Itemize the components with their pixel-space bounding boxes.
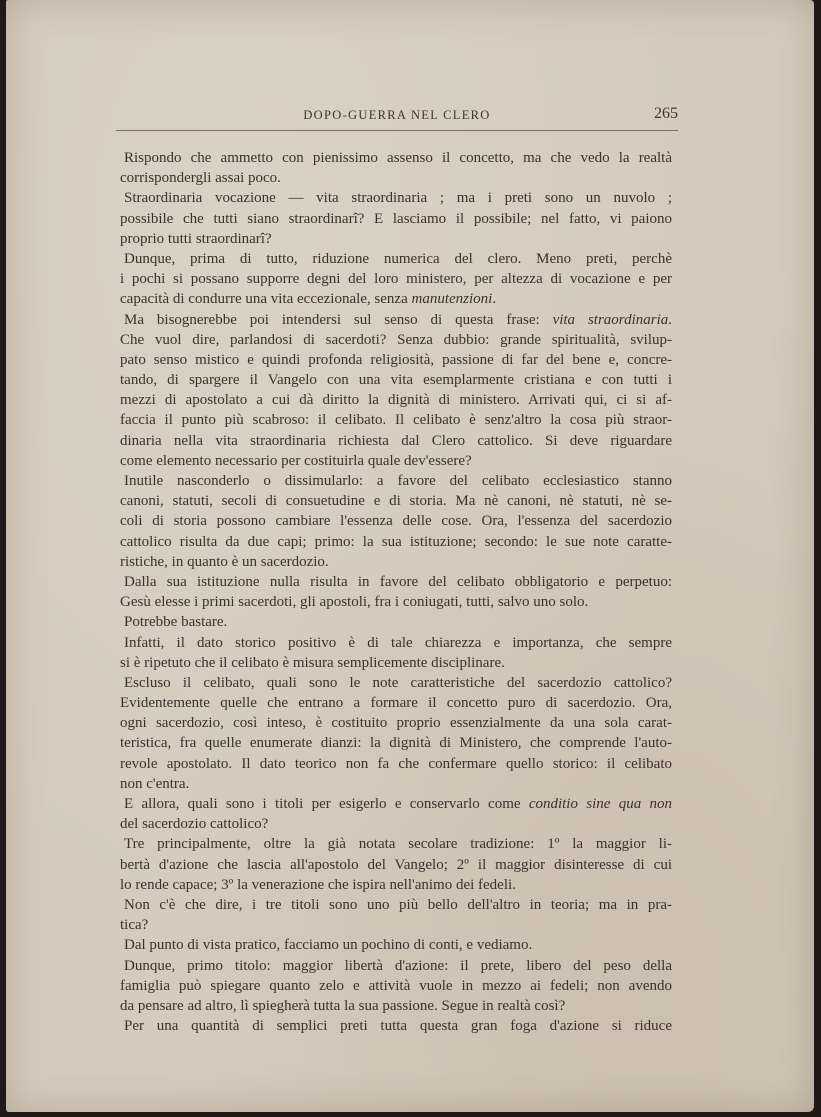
text-segment: revole apostolato. Il dato teorico non fa che confermare quello storico: il celibato	[120, 755, 672, 772]
text-line	[120, 733, 672, 753]
text-segment: come elemento necessario per costituirla quale dev'essere?	[120, 452, 472, 469]
text-segment: canoni, statuti, secoli di consuetudine e di storia. Ma nè canoni, nè statuti, nè se-	[120, 493, 672, 510]
text-segment: proprio tutti straordinarî?	[120, 230, 272, 247]
text-line	[120, 814, 672, 834]
text-segment: si è ripetuto che il celibato è misura semplicemente disciplinare.	[120, 654, 505, 671]
text-segment: dinaria nella vita straordinaria richiesta dal Clero cattolico. Si deve riguardare	[120, 432, 672, 449]
text-segment: del sacerdozio cattolico?	[120, 816, 269, 833]
text-line	[120, 552, 672, 572]
text-line	[120, 168, 672, 188]
italic-phrase: conditio sine qua non	[528, 796, 672, 812]
text-line	[120, 269, 672, 289]
text-segment: Per una quantità di semplici preti tutta questa gran foga d'azione si riduce	[124, 1018, 672, 1035]
text-line	[120, 148, 672, 168]
text-segment: Escluso il celibato, quali sono le note caratteristiche del sacerdozio cattolico?	[124, 674, 672, 691]
text-line	[120, 310, 672, 330]
text-segment: E allora, quali sono i titoli per esigerlo e conservarlo come	[124, 796, 529, 812]
text-line	[120, 855, 672, 875]
text-segment: teristica, fra quelle enumerate dianzi: la dignità di Ministero, che comprende l'auto-	[120, 735, 672, 752]
text-segment: Che vuol dire, parlandosi di sacerdoti? Senza dubbio: grande spiritualità, svilup-	[120, 331, 672, 348]
text-line	[120, 188, 672, 208]
text-segment: Straordinaria vocazione — vita straordinaria ; ma i preti sono un nuvolo ;	[124, 190, 672, 207]
text-segment: Dal punto di vista pratico, facciamo un pochino di conti, e vediamo.	[124, 937, 533, 954]
text-segment: capacità di condurre una vita eccezionale, senza	[120, 291, 412, 308]
text-segment: tando, di spargere il Vangelo con una vita esemplarmente cristiana e con tutti i	[120, 372, 672, 389]
text-line	[120, 511, 672, 531]
text-line	[120, 289, 672, 309]
body-text	[120, 148, 672, 1036]
text-line	[120, 956, 672, 976]
text-line	[120, 209, 672, 229]
text-segment: ogni sacerdozio, così inteso, è costituito proprio essenzialmente da una sola carat-	[120, 715, 672, 732]
text-segment: possibile che tutti siano straordinarî? E lasciamo il possibile; nel fatto, vi paiono	[120, 210, 672, 227]
text-line	[120, 532, 672, 552]
text-segment: Tre principalmente, oltre la già notata secolare tradizione: 1º la maggior li-	[124, 836, 672, 853]
text-segment: Potrebbe bastare.	[124, 614, 228, 631]
running-head: DOPO-GUERRA NEL CLERO	[303, 108, 491, 122]
text-line	[120, 673, 672, 693]
text-segment: coli di storia possono cambiare l'essenza delle cose. Ora, l'essenza del sacerdozio	[120, 513, 672, 530]
text-line	[120, 693, 672, 713]
text-segment: .	[492, 291, 497, 308]
text-line	[120, 774, 672, 794]
book-page	[6, 0, 814, 1112]
text-line	[120, 935, 672, 955]
text-line	[120, 572, 672, 592]
text-segment: lo rende capace; 3º la venerazione che ispira nell'animo dei fedeli.	[120, 876, 516, 893]
text-segment: corrispondergli assai poco.	[120, 170, 281, 187]
text-segment: mezzi di apostolato a cui dà diritto la dignità di ministero. Arrivati qui, ci si af-	[120, 392, 672, 409]
text-line	[120, 915, 672, 935]
text-segment: cattolico risulta da due capi; primo: la sua istituzione; secondo: le sue note caratte-	[120, 533, 672, 550]
text-segment: Inutile nasconderlo o dissimularlo: a favore del celibato ecclesiastico stanno	[124, 473, 672, 489]
text-segment: Dalla sua istituzione nulla risulta in favore del celibato obbligatorio e perpetuo:	[124, 573, 672, 590]
text-segment: Infatti, il dato storico positivo è di tale chiarezza e importanza, che sempre	[124, 634, 672, 651]
text-segment: famiglia può spiegare quanto zelo e attività vuole in mezzo ai fedeli; non avendo	[120, 977, 672, 994]
text-line	[120, 330, 672, 350]
text-segment: faccia il punto più scabroso: il celibato. Il celibato è senz'altro la cosa più straor-	[120, 412, 672, 429]
text-line	[120, 491, 672, 511]
text-line	[120, 794, 672, 814]
text-segment: bertà d'azione che lascia all'apostolo del Vangelo; 2º il maggior disinteresse di cui	[120, 856, 672, 873]
text-line	[120, 633, 672, 653]
text-line	[120, 229, 672, 249]
text-segment: ristiche, in quanto è un sacerdozio.	[120, 553, 329, 570]
page-header	[116, 104, 678, 128]
text-line	[120, 471, 672, 491]
text-line	[120, 350, 672, 370]
text-segment: pato senso mistico e quindi profonda religiosità, passione di far del bene e, concre-	[120, 351, 672, 368]
text-line	[120, 713, 672, 733]
text-line	[120, 996, 672, 1016]
text-segment: da pensare ad altro, lì spiegherà tutta la sua passione. Segue in realtà così?	[120, 997, 566, 1014]
text-line	[120, 754, 672, 774]
text-line	[120, 410, 672, 430]
text-line	[120, 451, 672, 471]
text-segment: .	[668, 311, 673, 328]
text-line	[120, 612, 672, 632]
text-line	[120, 249, 672, 269]
text-line	[120, 592, 672, 612]
text-line	[120, 390, 672, 410]
text-segment: non c'entra.	[120, 775, 190, 792]
text-line	[120, 1016, 672, 1036]
text-line	[120, 834, 672, 854]
text-segment: i pochi si possano supporre degni del loro ministero, per altezza di vocazione e per	[120, 271, 672, 288]
text-line	[120, 431, 672, 451]
text-segment: Evidentemente quelle che entrano a formare il concetto puro di sacerdozio. Ora,	[120, 695, 672, 712]
text-line	[120, 895, 672, 915]
page-number: 265	[654, 105, 678, 122]
text-line	[120, 875, 672, 895]
text-line	[120, 976, 672, 996]
text-segment: Ma bisognerebbe poi intendersi sul senso di questa frase:	[124, 311, 553, 328]
header-rule	[116, 130, 678, 131]
text-segment: Dunque, primo titolo: maggior libertà d'azione: il prete, libero del peso della	[124, 957, 672, 974]
text-segment: Dunque, prima di tutto, riduzione numerica del clero. Meno preti, perchè	[124, 250, 672, 267]
italic-phrase: manutenzioni	[411, 291, 493, 308]
text-line	[120, 653, 672, 673]
text-segment: Rispondo che ammetto con pienissimo assenso il concetto, ma che vedo la realtà	[124, 150, 672, 166]
text-segment: tica?	[120, 917, 149, 934]
text-line	[120, 370, 672, 390]
italic-phrase: vita straordinaria	[552, 311, 669, 328]
text-segment: Gesù elesse i primi sacerdoti, gli apostoli, fra i coniugati, tutti, salvo uno solo.	[120, 594, 589, 611]
text-segment: Non c'è che dire, i tre titoli sono uno più bello dell'altro in teoria; ma in pra-	[124, 896, 672, 913]
